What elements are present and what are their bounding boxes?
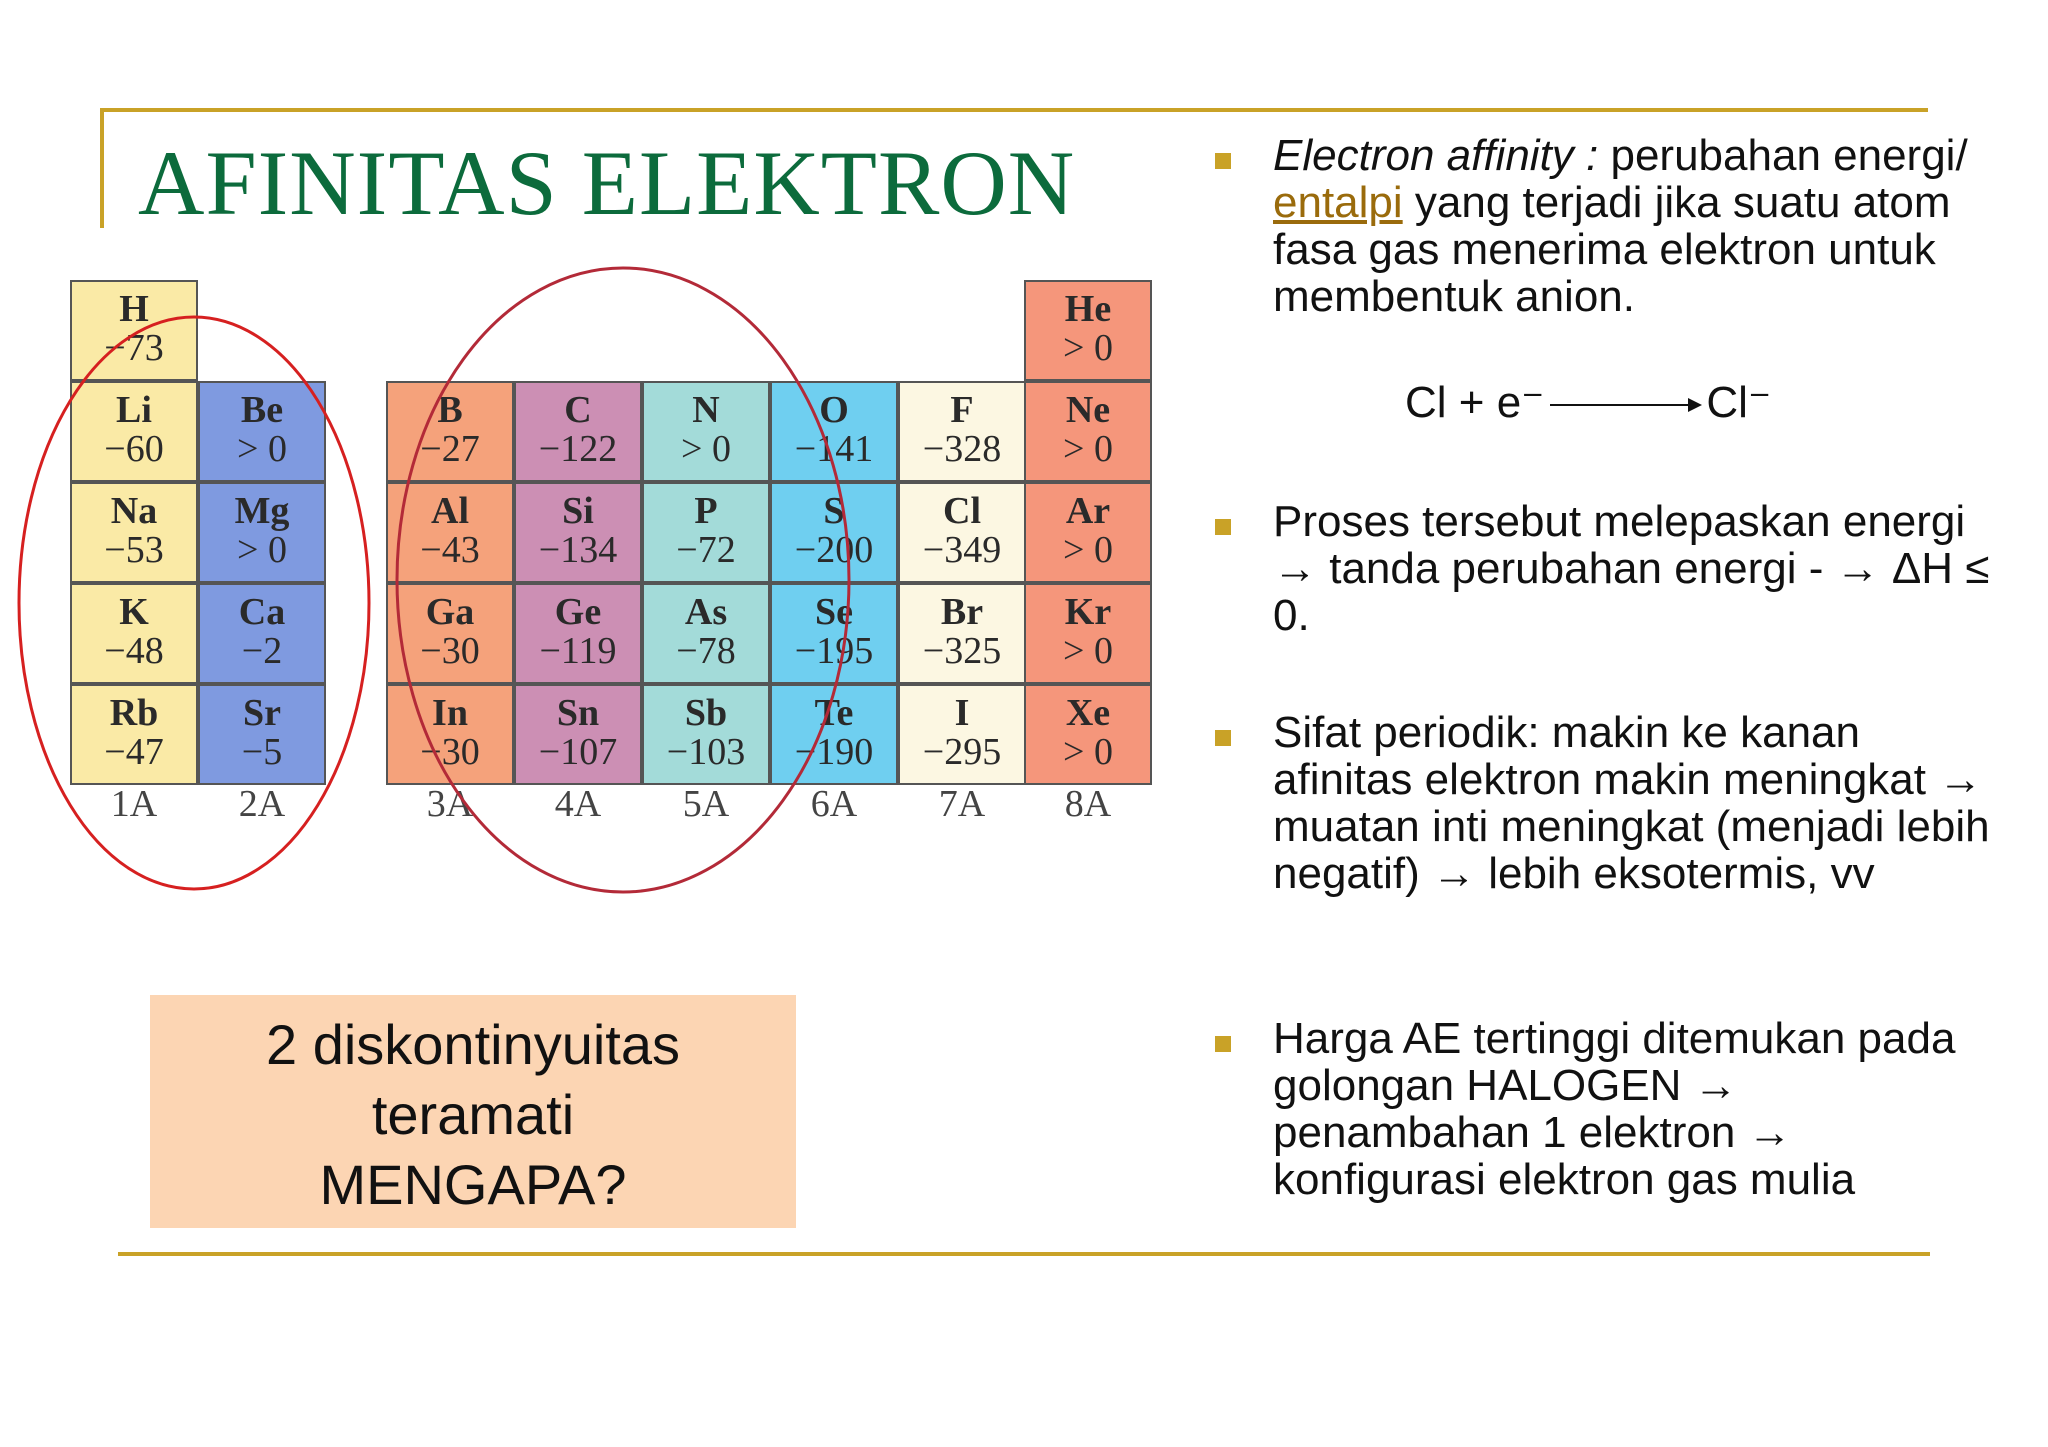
discontinuity-callout	[150, 995, 796, 1228]
element-symbol: F	[950, 389, 974, 431]
element-value: −134	[538, 529, 618, 571]
element-value: −349	[922, 529, 1002, 571]
group-label: 6A	[810, 783, 858, 825]
element-value: −328	[922, 428, 1002, 470]
callout-line-2: teramati	[371, 1083, 575, 1146]
bullet-marker-icon	[1215, 153, 1231, 169]
element-value: −53	[104, 529, 164, 571]
element-value: > 0	[681, 428, 731, 470]
element-value: −30	[420, 731, 480, 773]
element-symbol: Se	[815, 591, 853, 633]
element-value: −30	[420, 630, 480, 672]
element-value: −107	[538, 731, 618, 773]
element-value: −325	[922, 630, 1002, 672]
bullet-text	[1273, 132, 1993, 320]
element-value: −5	[241, 731, 283, 773]
element-value: −190	[794, 731, 874, 773]
element-value: −73	[104, 327, 164, 369]
element-symbol: C	[564, 389, 592, 431]
element-symbol: B	[437, 389, 463, 431]
equation-product: Cl⁻	[1706, 378, 1772, 427]
element-symbol: Ca	[238, 591, 286, 633]
bullet-marker-icon	[1215, 519, 1231, 535]
page-title: AFINITAS ELEKTRON	[138, 132, 1076, 234]
element-symbol: Ar	[1065, 490, 1111, 532]
element-symbol: Sb	[684, 692, 728, 734]
element-symbol: Na	[110, 490, 158, 532]
element-value: −72	[676, 529, 736, 571]
element-symbol: Si	[562, 490, 594, 532]
element-symbol: Cl	[943, 490, 981, 532]
group-label: 8A	[1064, 783, 1112, 825]
definition-text: perubahan energi/	[1598, 131, 1968, 180]
definition-text-rest: yang terjadi jika suatu atom fasa gas menerima elektron untuk membentuk anion.	[1273, 178, 1951, 321]
element-value: −48	[104, 630, 164, 672]
element-value: −122	[538, 428, 618, 470]
reaction-equation	[1405, 377, 1771, 428]
element-value: −195	[794, 630, 874, 672]
element-symbol: Br	[940, 591, 984, 633]
element-value: > 0	[1063, 731, 1113, 773]
element-value: > 0	[237, 529, 287, 571]
bullet-text: Harga AE tertinggi ditemukan pada golongan HALOGEN → penambahan 1 elektron → konfigurasi elektron gas mulia	[1273, 1014, 1956, 1204]
element-symbol: In	[432, 692, 468, 734]
bullet-text: Proses tersebut melepaskan energi → tanda perubahan energi - → ΔH ≤ 0.	[1273, 497, 1990, 640]
element-symbol: S	[823, 490, 845, 532]
element-value: −119	[539, 630, 617, 672]
element-symbol: Ne	[1065, 389, 1111, 431]
element-value: −27	[420, 428, 480, 470]
element-value: −295	[922, 731, 1002, 773]
element-value: > 0	[1063, 529, 1113, 571]
element-value: −78	[676, 630, 736, 672]
highlight-ellipse-groups-3a-6a	[397, 268, 849, 892]
callout-line-3: MENGAPA?	[319, 1153, 627, 1216]
group-label: 7A	[938, 783, 986, 825]
element-value: −60	[104, 428, 164, 470]
element-value: −200	[794, 529, 874, 571]
element-symbol: Kr	[1064, 591, 1112, 633]
element-value: > 0	[1063, 630, 1113, 672]
element-symbol: Ga	[425, 591, 475, 633]
element-symbol: P	[694, 490, 718, 532]
element-symbol: Be	[240, 389, 284, 431]
element-value: −103	[666, 731, 746, 773]
element-symbol: As	[684, 591, 728, 633]
element-value: > 0	[1063, 327, 1113, 369]
term-electron-affinity: Electron affinity :	[1273, 131, 1599, 180]
bullet-marker-icon	[1215, 1036, 1231, 1052]
callout-line-1: 2 diskontinyuitas	[265, 1013, 680, 1076]
group-label: 1A	[110, 783, 158, 825]
bullet-text: Sifat periodik: makin ke kanan afinitas elektron makin meningkat → muatan inti meningkat (menjadi lebih negatif) → lebih eksotermis, vv	[1273, 708, 1990, 898]
element-symbol: Sr	[243, 692, 281, 734]
bottom-rule	[118, 1252, 1930, 1256]
group-label: 4A	[554, 783, 602, 825]
element-symbol: N	[692, 389, 720, 431]
element-value: > 0	[237, 428, 287, 470]
element-symbol: He	[1064, 288, 1112, 330]
element-symbol: Xe	[1065, 692, 1111, 734]
highlight-ellipses	[0, 0, 1200, 960]
element-symbol: Te	[814, 692, 854, 734]
element-symbol: K	[119, 591, 149, 633]
element-symbol: Sn	[556, 692, 600, 734]
element-symbol: Mg	[234, 490, 290, 532]
highlight-ellipse-groups-1a-2a	[19, 317, 369, 889]
equation-reactants: Cl + e⁻	[1405, 378, 1545, 427]
group-label: 3A	[426, 783, 474, 825]
element-symbol: O	[819, 389, 849, 431]
bullet-marker-icon	[1215, 730, 1231, 746]
element-value: > 0	[1063, 428, 1113, 470]
element-value: −43	[420, 529, 480, 571]
element-symbol: Al	[431, 490, 469, 532]
reaction-arrow-icon	[1550, 404, 1700, 406]
element-symbol: I	[954, 692, 970, 734]
element-value: −47	[104, 731, 164, 773]
element-value: −141	[794, 428, 874, 470]
group-label: 2A	[238, 783, 286, 825]
entalpi-link[interactable]: entalpi	[1273, 178, 1403, 227]
element-value: −2	[241, 630, 283, 672]
element-symbol: Li	[116, 389, 152, 431]
element-symbol: Rb	[109, 692, 159, 734]
element-symbol: H	[119, 288, 149, 330]
group-label: 5A	[682, 783, 730, 825]
element-symbol: Ge	[554, 591, 602, 633]
